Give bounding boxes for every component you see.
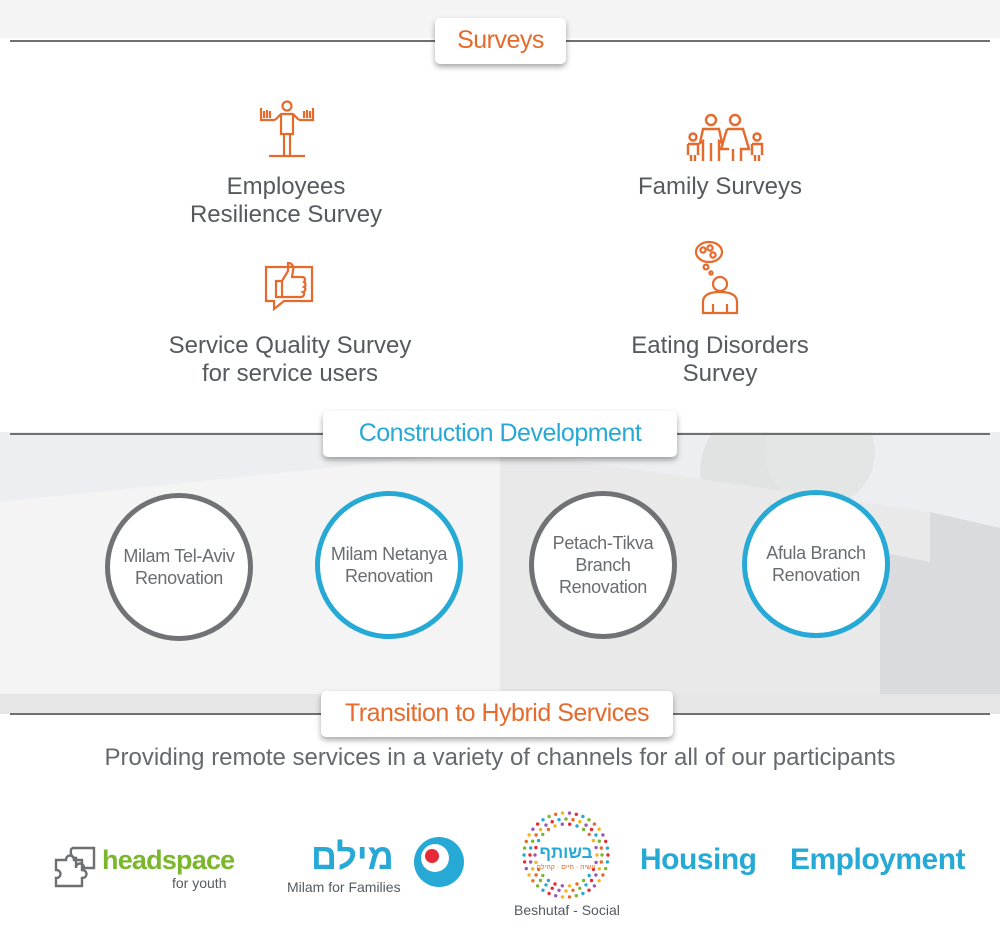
decorative-dot: [534, 873, 537, 876]
decorative-dot: [598, 840, 601, 843]
decorative-dot: [541, 889, 544, 892]
decorative-dot: [534, 833, 537, 836]
decorative-dot: [568, 884, 571, 887]
milam-logo: [285, 836, 470, 898]
decorative-dot: [528, 853, 531, 856]
decorative-dot: [564, 889, 567, 892]
decorative-dot: [592, 839, 595, 842]
surveys-heading: Surveys: [435, 18, 566, 64]
headspace-tagline: for youth: [172, 875, 227, 891]
beshutaf-small-text: עשיה · חיים · קהילה: [536, 864, 596, 871]
survey-label-line: Survey: [682, 360, 758, 387]
decorative-dot: [582, 879, 585, 882]
construction-heading: Construction Development: [323, 411, 677, 457]
decorative-dot: [539, 828, 542, 831]
circle-label-line: Milam Netanya: [330, 544, 448, 564]
decorative-dot: [561, 811, 564, 814]
decorative-dot: [606, 853, 609, 856]
person-thinking-icon: [693, 240, 743, 316]
decorative-dot: [578, 820, 581, 823]
decorative-dot: [575, 894, 578, 897]
headspace-wordmark: headspace: [102, 845, 235, 875]
decorative-dot: [553, 824, 556, 827]
decorative-dot: [541, 874, 544, 877]
decorative-dot: [606, 846, 609, 849]
decorative-dot: [547, 815, 550, 818]
decorative-dot: [539, 879, 542, 882]
decorative-dot: [575, 824, 578, 827]
circle-label-line: Renovation: [558, 577, 648, 597]
circle-label-line: Petach-Tikva: [552, 533, 654, 553]
decorative-dot: [593, 822, 596, 825]
survey-label-line: Resilience Survey: [189, 201, 383, 228]
decorative-dot: [568, 823, 571, 826]
decorative-dot: [600, 846, 603, 849]
decorative-dot: [575, 882, 578, 885]
decorative-dot: [600, 860, 603, 863]
decorative-dot: [541, 833, 544, 836]
survey-label-line: for service users: [201, 360, 379, 387]
decorative-dot: [593, 884, 596, 887]
decorative-dot: [581, 892, 584, 895]
decorative-dot: [536, 822, 539, 825]
decorative-dot: [598, 867, 601, 870]
decorative-dot: [604, 840, 607, 843]
milam-hebrew-wordmark: מילם: [311, 836, 394, 877]
survey-label-line: Employees: [226, 173, 346, 200]
decorative-dot: [568, 811, 571, 814]
decorative-dot: [547, 828, 550, 831]
circle-label-line: Branch: [575, 555, 631, 575]
decorative-dot: [544, 823, 547, 826]
person-raising-arms-icon: [255, 98, 319, 160]
beshutaf-caption: Beshutaf - Social: [514, 902, 620, 918]
milam-netanya-renovation-circle: [315, 491, 463, 639]
decorative-dot: [588, 874, 591, 877]
milam-caption: Milam for Families: [287, 879, 401, 895]
decorative-dot: [537, 839, 540, 842]
decorative-dot: [584, 823, 587, 826]
decorative-dot: [561, 884, 564, 887]
beshutaf-hebrew-wordmark: בשותף: [539, 843, 593, 862]
decorative-dot: [594, 873, 597, 876]
decorative-dot: [587, 889, 590, 892]
decorative-dot: [527, 873, 530, 876]
family-icon: [683, 113, 767, 163]
decorative-dot: [590, 879, 593, 882]
service-quality-survey-label: [140, 332, 440, 388]
decorative-dot: [554, 894, 557, 897]
circle-label-line: Afula Branch: [766, 543, 866, 563]
employees-resilience-survey-label: [160, 173, 412, 229]
decorative-dot: [544, 883, 547, 886]
decorative-dot: [529, 860, 532, 863]
decorative-dot: [529, 846, 532, 849]
circle-label-line: Renovation: [134, 568, 224, 588]
decorative-dot: [578, 887, 581, 890]
decorative-dot: [553, 882, 556, 885]
decorative-dot: [541, 818, 544, 821]
employment-label: Employment: [790, 843, 966, 876]
family-surveys-label: [605, 173, 835, 201]
beshutaf-logo: [510, 810, 630, 920]
decorative-dot: [523, 846, 526, 849]
hybrid-heading: Transition to Hybrid Services: [321, 691, 673, 737]
decorative-dot: [597, 879, 600, 882]
circle-label-line: Renovation: [344, 566, 434, 586]
decorative-dot: [531, 828, 534, 831]
decorative-dot: [594, 833, 597, 836]
headspace-logo: [52, 842, 262, 894]
decorative-dot: [597, 828, 600, 831]
eating-disorders-survey-label: [600, 332, 840, 388]
decorative-dot: [533, 853, 536, 856]
petach-tikva-branch-renovation-circle: [529, 491, 677, 639]
decorative-dot: [551, 887, 554, 890]
hybrid-subtitle: Providing remote services in a variety of channels for all of our participants: [104, 744, 896, 771]
decorative-dot: [606, 860, 609, 863]
decorative-dot: [525, 867, 528, 870]
decorative-dot: [525, 840, 528, 843]
circle-label-line: Milam Tel-Aviv: [123, 546, 235, 566]
decorative-dot: [601, 833, 604, 836]
decorative-dot: [575, 813, 578, 816]
decorative-dot: [561, 895, 564, 898]
decorative-dot: [590, 828, 593, 831]
decorative-dot: [531, 879, 534, 882]
decorative-dot: [568, 895, 571, 898]
decorative-dot: [600, 853, 603, 856]
survey-label-line: Eating Disorders: [631, 332, 809, 359]
decorative-dot: [557, 889, 560, 892]
decorative-dot: [547, 879, 550, 882]
decorative-dot: [581, 815, 584, 818]
decorative-dot: [601, 873, 604, 876]
decorative-dot: [564, 817, 567, 820]
survey-label-line: Family Surveys: [637, 173, 803, 200]
afula-branch-renovation-circle: [742, 490, 890, 638]
decorative-dot: [527, 833, 530, 836]
survey-label-line: Service Quality Survey: [168, 332, 412, 359]
decorative-dot: [551, 820, 554, 823]
decorative-dot: [547, 892, 550, 895]
decorative-dot: [536, 884, 539, 887]
circle-label-line: Renovation: [771, 565, 861, 585]
decorative-dot: [604, 867, 607, 870]
milam-tel-aviv-renovation-circle: [105, 493, 253, 641]
decorative-dot: [531, 840, 534, 843]
decorative-dot: [584, 883, 587, 886]
decorative-dot: [571, 889, 574, 892]
decorative-dot: [571, 818, 574, 821]
decorative-dot: [522, 853, 525, 856]
eye-circle-icon: [413, 836, 465, 888]
decorative-dot: [587, 818, 590, 821]
decorative-dot: [523, 860, 526, 863]
decorative-dot: [554, 813, 557, 816]
puzzle-icon: [52, 844, 98, 888]
decorative-dot: [588, 833, 591, 836]
decorative-dot: [561, 823, 564, 826]
housing-label: Housing: [640, 843, 757, 876]
decorative-dot: [557, 818, 560, 821]
decorative-dot: [582, 828, 585, 831]
decorative-dot: [594, 846, 597, 849]
thumbs-up-icon: [262, 257, 316, 311]
decorative-dot: [595, 853, 598, 856]
